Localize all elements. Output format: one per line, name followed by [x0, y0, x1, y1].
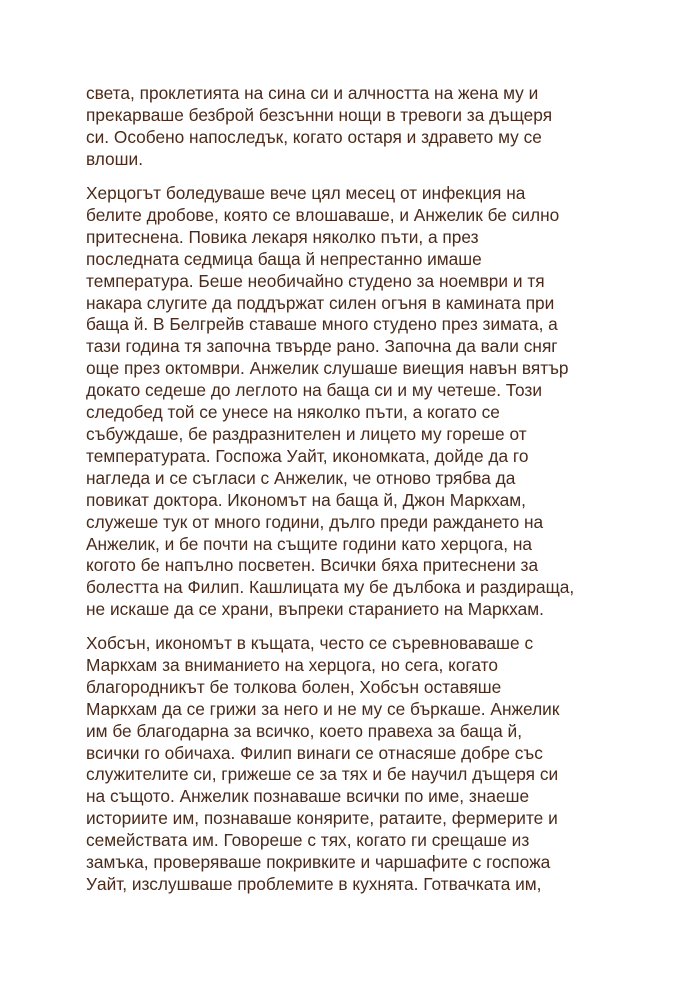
text-line: на същото. Анжелик познаваше всички по име, знаеше — [86, 786, 530, 807]
text-line: историите им, познаваше конярите, ратаите, фермерите и — [86, 808, 558, 829]
text-line: служителите си, грижеше се за тях и бе научил дъщеря си — [86, 764, 559, 785]
text-line: белите дробове, която се влошаваше, и Анжелик бе силно — [86, 204, 560, 225]
text-line: тази година тя започна твърде рано. Започна да вали сняг — [86, 336, 558, 357]
text-line: Анжелик, и бе почти на същите години като херцога, на — [86, 533, 532, 554]
text-line: Маркхам за вниманието на херцога, но сега, когато — [86, 654, 498, 675]
text-line: света, проклетията на сина си и алчността на жена му и — [86, 83, 539, 103]
text-line: баща й. В Белгрейв ставаше много студено през зимата, а — [86, 314, 558, 335]
text-line: всички го обичаха. Филип винаги се отнасяше добре със — [86, 742, 543, 763]
text-line: температурата. Госпожа Уайт, икономката, дойде да го — [86, 445, 529, 466]
text-line: Уайт, изслушваше проблемите в кухнята. Готвачката им, — [86, 873, 542, 894]
text-line: повикат доктора. Икономът на баща й, Джон Маркхам, — [86, 489, 526, 510]
text-line: влоши. — [86, 148, 143, 169]
text-line: служеше тук от много години, дълго преди раждането на — [86, 511, 544, 532]
text-line: прекарваше безброй безсънни нощи в тревоги за дъщеря — [86, 104, 553, 125]
text-line: накара слугите да поддържат силен огъня в камината при — [86, 292, 555, 313]
text-line: замъка, проверяваше покривките и чаршафите с госпожа — [86, 852, 551, 873]
text-line: благородникът бе толкова болен, Хобсън оставяше — [86, 676, 502, 697]
text-line: си. Особено напоследък, когато остаря и здравето му се — [86, 126, 542, 147]
text-line: още през октомври. Анжелик слушаше виещия навън вятър — [86, 358, 569, 379]
paragraph-1 — [86, 83, 626, 171]
text-line: температура. Беше необичайно студено за ноември и тя — [86, 270, 545, 291]
text-line: болестта на Филип. Кашлицата му бе дълбока и раздираща, — [86, 577, 575, 598]
text-line: последната седмица баща й непрестанно имаше — [86, 248, 482, 269]
text-line: не искаше да се храни, въпреки старанието на Маркхам. — [86, 599, 544, 620]
text-line: Маркхам да се грижи за него и не му се бъркаше. Анжелик — [86, 698, 560, 719]
text-line: притеснена. Повика лекаря няколко пъти, а през — [86, 226, 479, 247]
text-line: събуждаше, бе раздразнителен и лицето му гореше от — [86, 423, 527, 444]
text-line: Херцогът боледуваше вече цял месец от инфекция на — [86, 183, 526, 203]
paragraph-3 — [86, 633, 626, 896]
text-line: следобед той се унесе на няколко пъти, а когато се — [86, 402, 500, 423]
text-line: докато седеше до леглото на баща си и му четеше. Този — [86, 380, 543, 401]
text-line: Хобсън, икономът в къщата, често се съревноваваше с — [86, 633, 534, 653]
paragraph-2 — [86, 183, 626, 621]
text-line: когото бе напълно посветен. Всички бяха притеснени за — [86, 555, 539, 576]
text-line: нагледа и се съгласи с Анжелик, че отново трябва да — [86, 467, 516, 488]
text-line: им бе благодарна за всичко, което правеха за баща й, — [86, 720, 522, 741]
text-line: семействата им. Говореше с тях, когато ги срещаше из — [86, 830, 530, 851]
